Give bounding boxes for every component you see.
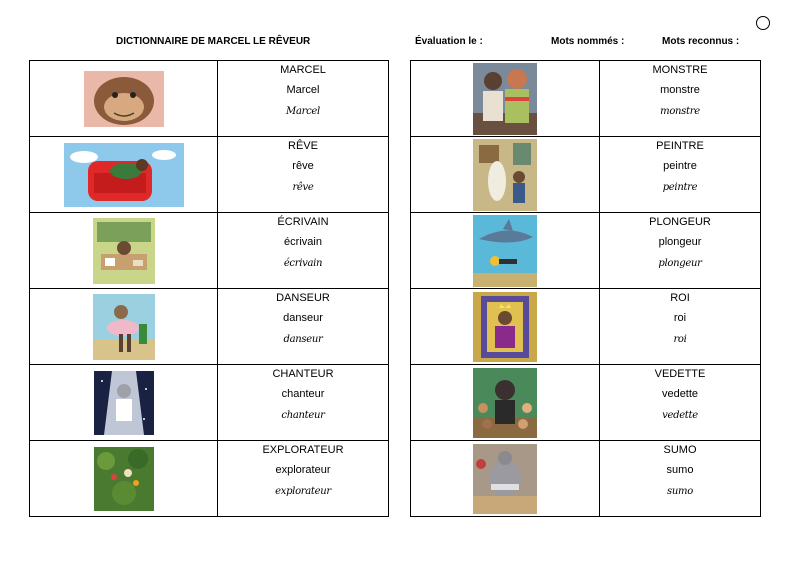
illustration-cell xyxy=(30,289,218,364)
word-uppercase: DANSEUR xyxy=(276,292,330,304)
word-lowercase: sumo xyxy=(666,464,694,476)
word-cursive: sumo xyxy=(667,486,693,497)
word-uppercase: CHANTEUR xyxy=(272,368,334,380)
table-row xyxy=(30,137,388,213)
word-uppercase: MARCEL xyxy=(280,64,326,76)
word-uppercase: EXPLORATEUR xyxy=(262,444,344,456)
word-cell xyxy=(600,137,760,212)
word-lowercase: écrivain xyxy=(284,236,322,248)
painter-with-statue-illustration xyxy=(473,139,537,211)
word-lowercase: explorateur xyxy=(275,464,331,476)
named-words-label: Mots nommés : xyxy=(551,36,625,47)
table-row xyxy=(411,137,760,213)
word-cursive: rêve xyxy=(292,182,314,193)
gorilla-dreaming-in-red-armchair xyxy=(64,143,184,207)
word-uppercase: PEINTRE xyxy=(656,140,704,152)
table-row xyxy=(30,441,388,516)
table-row xyxy=(411,365,760,441)
word-uppercase: RÊVE xyxy=(288,140,318,152)
word-cell xyxy=(218,137,388,212)
checkbox-circle[interactable] xyxy=(756,16,770,30)
word-uppercase: MONSTRE xyxy=(652,64,708,76)
word-lowercase: monstre xyxy=(660,84,700,96)
word-lowercase: chanteur xyxy=(281,388,325,400)
word-cursive: explorateur xyxy=(275,486,331,497)
illustration-cell xyxy=(411,61,600,136)
word-uppercase: PLONGEUR xyxy=(649,216,711,228)
right-vocabulary-table xyxy=(410,60,761,517)
sumo-wrestler-illustration xyxy=(473,444,537,514)
singer-in-spotlight-illustration xyxy=(94,371,154,435)
evaluation-label: Évaluation le : xyxy=(415,36,483,47)
word-cursive: danseur xyxy=(283,334,323,345)
illustration-cell xyxy=(30,61,218,136)
word-cell xyxy=(218,289,388,364)
table-row xyxy=(411,61,760,137)
word-cell xyxy=(600,61,760,136)
dancer-in-tutu-illustration xyxy=(93,294,155,360)
word-cell xyxy=(218,61,388,136)
illustration-cell xyxy=(411,289,600,364)
word-cell xyxy=(218,213,388,288)
page-title: DICTIONNAIRE DE MARCEL LE RÊVEUR xyxy=(116,36,311,47)
illustration-cell xyxy=(30,137,218,212)
writer-at-desk-illustration xyxy=(93,218,155,284)
word-lowercase: peintre xyxy=(663,160,697,172)
left-vocabulary-table xyxy=(29,60,389,517)
word-lowercase: rêve xyxy=(292,160,314,172)
word-uppercase: ROI xyxy=(670,292,690,304)
word-lowercase: roi xyxy=(673,312,687,324)
word-cell xyxy=(600,289,760,364)
table-row xyxy=(30,365,388,441)
word-lowercase: plongeur xyxy=(658,236,702,248)
word-cursive: plongeur xyxy=(658,258,702,269)
celebrity-with-crowd-illustration xyxy=(473,368,537,438)
recognized-words-label: Mots reconnus : xyxy=(662,36,740,47)
word-cell xyxy=(600,213,760,288)
illustration-cell xyxy=(411,441,600,516)
word-cell xyxy=(218,441,388,516)
table-row xyxy=(30,213,388,289)
word-cell xyxy=(218,365,388,440)
table-row xyxy=(411,289,760,365)
table-row xyxy=(30,289,388,365)
king-on-throne-illustration xyxy=(473,292,537,362)
explorer-in-jungle-illustration xyxy=(94,447,154,511)
illustration-cell xyxy=(30,365,218,440)
word-cell xyxy=(600,365,760,440)
illustration-cell xyxy=(30,213,218,288)
word-lowercase: danseur xyxy=(283,312,323,324)
word-lowercase: vedette xyxy=(661,388,699,400)
word-cell xyxy=(600,441,760,516)
monster-in-sweater-illustration xyxy=(473,63,537,135)
word-cursive: roi xyxy=(673,334,687,345)
chimpanzee-face-illustration xyxy=(84,71,164,127)
table-row xyxy=(30,61,388,137)
table-row xyxy=(411,441,760,516)
diver-with-shark-illustration xyxy=(473,215,537,287)
word-uppercase: VEDETTE xyxy=(654,368,706,380)
table-row xyxy=(411,213,760,289)
illustration-cell xyxy=(411,213,600,288)
word-uppercase: SUMO xyxy=(663,444,697,456)
word-cursive: vedette xyxy=(662,410,698,421)
word-cursive: écrivain xyxy=(283,258,323,269)
word-uppercase: ÉCRIVAIN xyxy=(277,216,329,228)
word-cursive: chanteur xyxy=(281,410,325,421)
word-cursive: monstre xyxy=(660,106,700,117)
word-cursive: Marcel xyxy=(286,106,320,117)
illustration-cell xyxy=(30,441,218,516)
illustration-cell xyxy=(411,365,600,440)
illustration-cell xyxy=(411,137,600,212)
word-cursive: peintre xyxy=(662,182,698,193)
word-lowercase: Marcel xyxy=(286,84,320,96)
